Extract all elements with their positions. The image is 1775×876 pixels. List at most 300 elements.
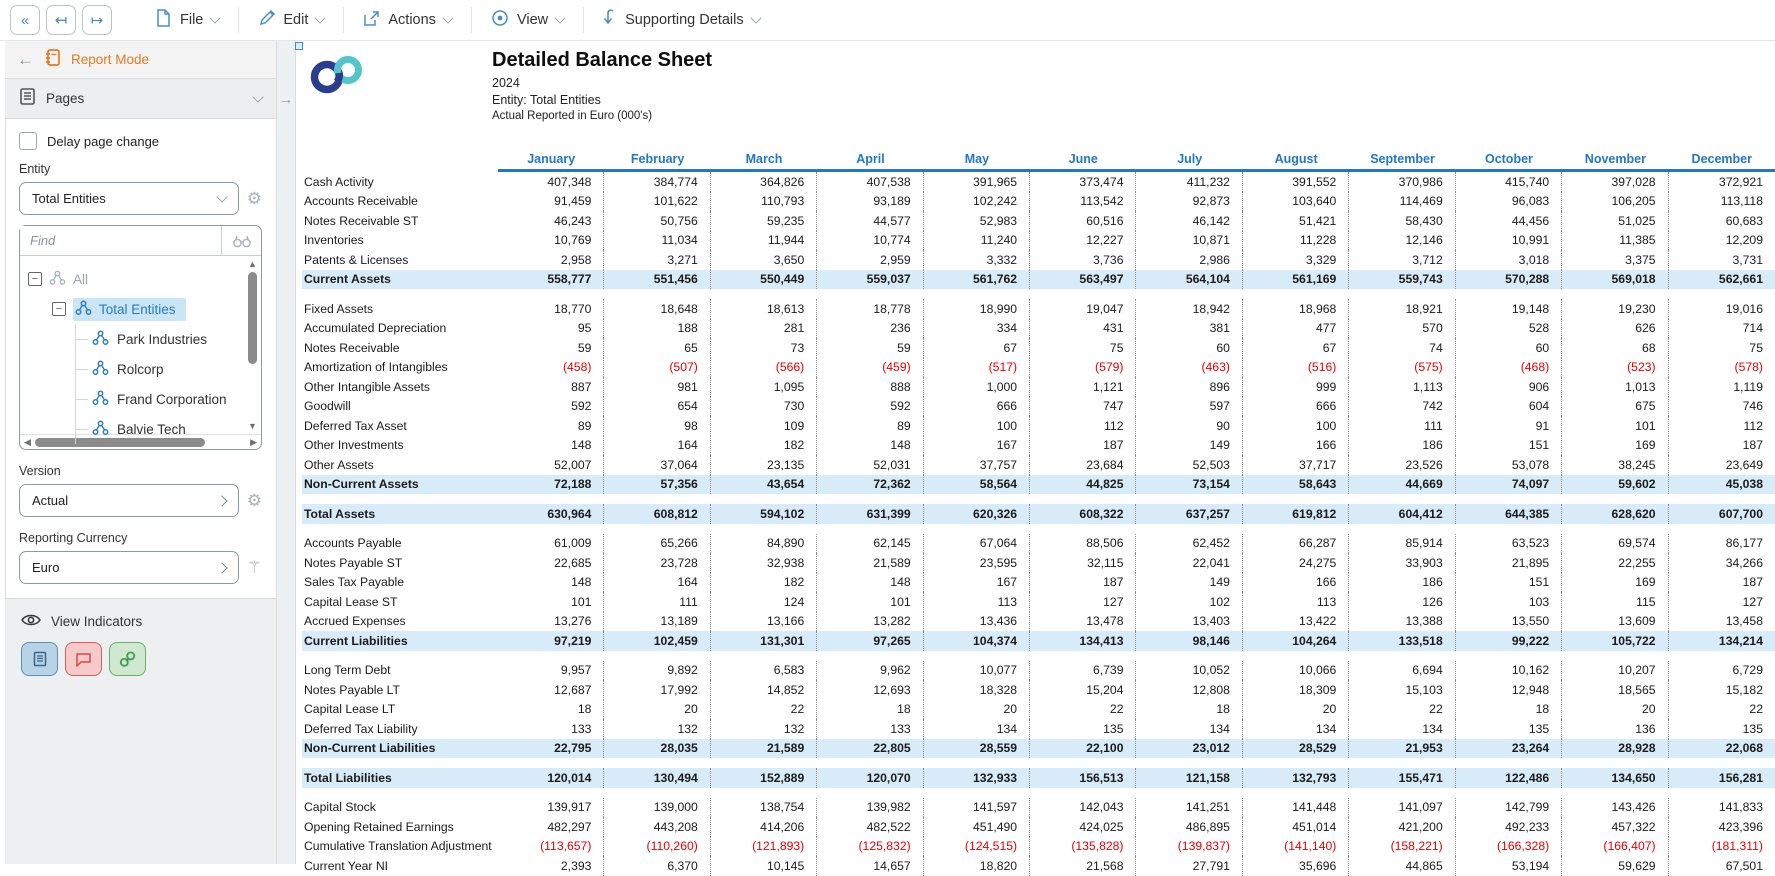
- comment-indicator-button[interactable]: [65, 642, 102, 676]
- value-cell[interactable]: 101,622: [604, 192, 710, 212]
- value-cell[interactable]: 12,808: [1136, 680, 1242, 700]
- value-cell[interactable]: 564,104: [1136, 270, 1242, 290]
- value-cell[interactable]: 52,983: [924, 211, 1030, 231]
- value-cell[interactable]: 414,206: [711, 817, 817, 837]
- view-menu[interactable]: [472, 9, 583, 31]
- row-label[interactable]: Other Intangible Assets: [304, 379, 431, 394]
- value-cell[interactable]: 23,649: [1725, 457, 1763, 472]
- value-cell[interactable]: 666: [924, 397, 1030, 417]
- tree-item-child[interactable]: [76, 354, 261, 384]
- value-cell[interactable]: 148: [498, 573, 604, 593]
- value-cell[interactable]: 22,685: [498, 553, 604, 573]
- value-cell[interactable]: 887: [498, 377, 604, 397]
- collapse-expander-icon[interactable]: −: [52, 302, 66, 316]
- value-cell[interactable]: 3,329: [1243, 250, 1349, 270]
- value-cell[interactable]: 236: [817, 319, 923, 339]
- value-cell[interactable]: (125,832): [817, 837, 923, 857]
- value-cell[interactable]: 151: [1456, 573, 1562, 593]
- value-cell[interactable]: 148: [817, 573, 923, 593]
- value-cell[interactable]: 23,684: [1030, 455, 1136, 475]
- value-cell[interactable]: 281: [711, 319, 817, 339]
- value-cell[interactable]: 134: [1136, 719, 1242, 739]
- value-cell[interactable]: 592: [498, 397, 604, 417]
- row-label[interactable]: Notes Receivable: [304, 340, 400, 355]
- scroll-left-icon[interactable]: ◀: [24, 436, 31, 447]
- value-cell[interactable]: 12,693: [817, 680, 923, 700]
- value-cell[interactable]: 149: [1136, 573, 1242, 593]
- value-cell[interactable]: 19,016: [1725, 301, 1763, 316]
- value-cell[interactable]: 15,204: [1030, 680, 1136, 700]
- value-cell[interactable]: 167: [924, 573, 1030, 593]
- row-label[interactable]: Goodwill: [304, 399, 351, 414]
- value-cell[interactable]: 58,643: [1243, 475, 1349, 495]
- value-cell[interactable]: 182: [711, 573, 817, 593]
- value-cell[interactable]: 1,095: [711, 377, 817, 397]
- value-cell[interactable]: (181,311): [1711, 839, 1763, 854]
- value-cell[interactable]: 111: [604, 592, 710, 612]
- value-cell[interactable]: 72,188: [498, 475, 604, 495]
- value-cell[interactable]: 492,233: [1456, 817, 1562, 837]
- value-cell[interactable]: 381: [1136, 319, 1242, 339]
- value-cell[interactable]: 113: [924, 592, 1030, 612]
- value-cell[interactable]: (468): [1456, 358, 1562, 378]
- value-cell[interactable]: 89: [498, 416, 604, 436]
- value-cell[interactable]: 59,602: [1562, 475, 1668, 495]
- row-label[interactable]: Current Liabilities: [304, 633, 408, 648]
- value-cell[interactable]: 142,799: [1456, 798, 1562, 818]
- value-cell[interactable]: 148: [498, 436, 604, 456]
- value-cell[interactable]: 37,717: [1243, 455, 1349, 475]
- value-cell[interactable]: (124,515): [924, 837, 1030, 857]
- value-cell[interactable]: 60: [1136, 338, 1242, 358]
- supporting-details-menu[interactable]: [584, 9, 779, 31]
- value-cell[interactable]: 3,736: [1030, 250, 1136, 270]
- row-label[interactable]: Notes Payable ST: [304, 555, 403, 570]
- value-cell[interactable]: 457,322: [1562, 817, 1668, 837]
- find-input[interactable]: [20, 226, 221, 255]
- value-cell[interactable]: 373,474: [1030, 172, 1136, 192]
- value-cell[interactable]: 186: [1349, 573, 1455, 593]
- value-cell[interactable]: 115: [1562, 592, 1668, 612]
- value-cell[interactable]: (166,407): [1562, 837, 1668, 857]
- value-cell[interactable]: 18,921: [1349, 299, 1455, 319]
- value-cell[interactable]: 561,762: [924, 270, 1030, 290]
- value-cell[interactable]: 12,209: [1725, 233, 1763, 248]
- value-cell[interactable]: 22: [1030, 700, 1136, 720]
- value-cell[interactable]: 561,169: [1243, 270, 1349, 290]
- value-cell[interactable]: 67,064: [924, 534, 1030, 554]
- value-cell[interactable]: 148: [817, 436, 923, 456]
- value-cell[interactable]: 6,694: [1349, 661, 1455, 681]
- value-cell[interactable]: 13,436: [924, 612, 1030, 632]
- value-cell[interactable]: 62,145: [817, 534, 923, 554]
- scroll-right-icon[interactable]: ▶: [250, 436, 257, 447]
- value-cell[interactable]: (141,140): [1243, 837, 1349, 857]
- value-cell[interactable]: 22,041: [1136, 553, 1242, 573]
- value-cell[interactable]: 112: [1743, 418, 1763, 433]
- value-cell[interactable]: 18: [498, 700, 604, 720]
- value-cell[interactable]: 46,243: [498, 211, 604, 231]
- value-cell[interactable]: 58,564: [924, 475, 1030, 495]
- value-cell[interactable]: 10,871: [1136, 231, 1242, 251]
- value-cell[interactable]: 59,629: [1562, 856, 1668, 876]
- value-cell[interactable]: 594,102: [711, 504, 817, 524]
- row-label[interactable]: Deferred Tax Liability: [304, 721, 418, 736]
- value-cell[interactable]: 13,609: [1562, 612, 1668, 632]
- value-cell[interactable]: 141,448: [1243, 798, 1349, 818]
- value-cell[interactable]: 124: [711, 592, 817, 612]
- value-cell[interactable]: 32,115: [1030, 553, 1136, 573]
- value-cell[interactable]: 86,177: [1725, 536, 1763, 551]
- value-cell[interactable]: 620,326: [924, 504, 1030, 524]
- value-cell[interactable]: 151: [1456, 436, 1562, 456]
- value-cell[interactable]: 136: [1562, 719, 1668, 739]
- value-cell[interactable]: 44,825: [1030, 475, 1136, 495]
- value-cell[interactable]: 95: [498, 319, 604, 339]
- value-cell[interactable]: 18,778: [817, 299, 923, 319]
- value-cell[interactable]: 747: [1030, 397, 1136, 417]
- value-cell[interactable]: 91: [1456, 416, 1562, 436]
- value-cell[interactable]: 24,275: [1243, 553, 1349, 573]
- value-cell[interactable]: 10,162: [1456, 661, 1562, 681]
- value-cell[interactable]: 604: [1456, 397, 1562, 417]
- value-cell[interactable]: 742: [1349, 397, 1455, 417]
- value-cell[interactable]: 33,903: [1349, 553, 1455, 573]
- month-column-header[interactable]: November: [1562, 152, 1668, 172]
- tree-item-child[interactable]: [76, 384, 261, 414]
- value-cell[interactable]: 65: [604, 338, 710, 358]
- value-cell[interactable]: 18,968: [1243, 299, 1349, 319]
- value-cell[interactable]: 166: [1243, 436, 1349, 456]
- value-cell[interactable]: 89: [817, 416, 923, 436]
- tree-item-child[interactable]: [76, 324, 261, 354]
- row-label[interactable]: Cumulative Translation Adjustment: [304, 839, 492, 854]
- value-cell[interactable]: 22: [1749, 702, 1763, 717]
- value-cell[interactable]: 60: [1456, 338, 1562, 358]
- value-cell[interactable]: 156,281: [1718, 770, 1763, 785]
- value-cell[interactable]: 52,031: [817, 455, 923, 475]
- value-cell[interactable]: (523): [1562, 358, 1668, 378]
- month-column-header[interactable]: April: [817, 152, 923, 172]
- value-cell[interactable]: 397,028: [1562, 172, 1668, 192]
- value-cell[interactable]: 20: [1562, 700, 1668, 720]
- value-cell[interactable]: 60,683: [1725, 213, 1763, 228]
- value-cell[interactable]: 11,240: [924, 231, 1030, 251]
- value-cell[interactable]: 13,458: [1725, 614, 1763, 629]
- value-cell[interactable]: 644,385: [1456, 504, 1562, 524]
- value-cell[interactable]: 127: [1742, 594, 1763, 609]
- value-cell[interactable]: 68: [1562, 338, 1668, 358]
- value-cell[interactable]: 131,301: [711, 631, 817, 651]
- value-cell[interactable]: 69,574: [1562, 534, 1668, 554]
- value-cell[interactable]: 21,568: [1030, 856, 1136, 876]
- value-cell[interactable]: 592: [817, 397, 923, 417]
- value-cell[interactable]: 59: [817, 338, 923, 358]
- value-cell[interactable]: 18: [1136, 700, 1242, 720]
- value-cell[interactable]: 67,501: [1725, 858, 1763, 873]
- value-cell[interactable]: 20: [604, 700, 710, 720]
- version-dropdown[interactable]: [19, 484, 239, 517]
- value-cell[interactable]: 138,754: [711, 798, 817, 818]
- value-cell[interactable]: 61,009: [498, 534, 604, 554]
- value-cell[interactable]: 10,066: [1243, 661, 1349, 681]
- row-label[interactable]: Current Assets: [304, 272, 391, 287]
- value-cell[interactable]: 74,097: [1456, 475, 1562, 495]
- value-cell[interactable]: 85,914: [1349, 534, 1455, 554]
- value-cell[interactable]: (158,221): [1349, 837, 1455, 857]
- value-cell[interactable]: 19,047: [1030, 299, 1136, 319]
- value-cell[interactable]: 384,774: [604, 172, 710, 192]
- value-cell[interactable]: (110,260): [604, 837, 710, 857]
- value-cell[interactable]: 134,214: [1718, 633, 1763, 648]
- value-cell[interactable]: 1,000: [924, 377, 1030, 397]
- value-cell[interactable]: 13,478: [1030, 612, 1136, 632]
- row-label[interactable]: Opening Retained Earnings: [304, 819, 454, 834]
- value-cell[interactable]: 44,865: [1349, 856, 1455, 876]
- value-cell[interactable]: 166: [1243, 573, 1349, 593]
- value-cell[interactable]: 486,895: [1136, 817, 1242, 837]
- value-cell[interactable]: 132: [604, 719, 710, 739]
- value-cell[interactable]: 6,583: [711, 661, 817, 681]
- value-cell[interactable]: 9,962: [817, 661, 923, 681]
- file-menu[interactable]: [136, 9, 238, 31]
- value-cell[interactable]: 23,526: [1349, 455, 1455, 475]
- value-cell[interactable]: 98: [604, 416, 710, 436]
- value-cell[interactable]: 93,189: [817, 192, 923, 212]
- document-indicator-button[interactable]: [21, 642, 58, 676]
- value-cell[interactable]: 608,322: [1030, 504, 1136, 524]
- value-cell[interactable]: 88,506: [1030, 534, 1136, 554]
- value-cell[interactable]: 10,207: [1562, 661, 1668, 681]
- value-cell[interactable]: 1,013: [1562, 377, 1668, 397]
- tree-item-all[interactable]: [28, 264, 261, 294]
- value-cell[interactable]: 110,793: [711, 192, 817, 212]
- value-cell[interactable]: 3,271: [604, 250, 710, 270]
- value-cell[interactable]: (579): [1030, 358, 1136, 378]
- value-cell[interactable]: 134: [924, 719, 1030, 739]
- value-cell[interactable]: 135: [1456, 719, 1562, 739]
- value-cell[interactable]: 18: [1456, 700, 1562, 720]
- value-cell[interactable]: (516): [1243, 358, 1349, 378]
- value-cell[interactable]: 113,542: [1030, 192, 1136, 212]
- value-cell[interactable]: 3,712: [1349, 250, 1455, 270]
- value-cell[interactable]: (459): [817, 358, 923, 378]
- value-cell[interactable]: 102,459: [604, 631, 710, 651]
- value-cell[interactable]: 44,669: [1349, 475, 1455, 495]
- value-cell[interactable]: 156,513: [1030, 768, 1136, 788]
- value-cell[interactable]: (463): [1136, 358, 1242, 378]
- value-cell[interactable]: 91,459: [498, 192, 604, 212]
- value-cell[interactable]: 550,449: [711, 270, 817, 290]
- value-cell[interactable]: 1,121: [1030, 377, 1136, 397]
- month-column-header[interactable]: September: [1349, 152, 1455, 172]
- value-cell[interactable]: 23,728: [604, 553, 710, 573]
- value-cell[interactable]: 38,245: [1562, 455, 1668, 475]
- value-cell[interactable]: 134: [1349, 719, 1455, 739]
- value-cell[interactable]: 411,232: [1136, 172, 1242, 192]
- value-cell[interactable]: 164: [604, 573, 710, 593]
- value-cell[interactable]: 12,146: [1349, 231, 1455, 251]
- value-cell[interactable]: 407,348: [498, 172, 604, 192]
- value-cell[interactable]: 18,770: [498, 299, 604, 319]
- value-cell[interactable]: 370,986: [1349, 172, 1455, 192]
- value-cell[interactable]: 364,826: [711, 172, 817, 192]
- month-column-header[interactable]: December: [1669, 152, 1775, 172]
- value-cell[interactable]: 3,332: [924, 250, 1030, 270]
- value-cell[interactable]: 53,194: [1456, 856, 1562, 876]
- row-label[interactable]: Other Investments: [304, 438, 404, 453]
- row-label[interactable]: Notes Payable LT: [304, 682, 400, 697]
- value-cell[interactable]: (139,837): [1136, 837, 1242, 857]
- value-cell[interactable]: 22,100: [1030, 739, 1136, 759]
- value-cell[interactable]: 896: [1136, 377, 1242, 397]
- value-cell[interactable]: 23,012: [1136, 739, 1242, 759]
- value-cell[interactable]: 999: [1243, 377, 1349, 397]
- value-cell[interactable]: 139,982: [817, 798, 923, 818]
- value-cell[interactable]: 431: [1030, 319, 1136, 339]
- value-cell[interactable]: 65,266: [604, 534, 710, 554]
- row-label[interactable]: Current Year NI: [304, 858, 389, 873]
- row-label[interactable]: Sales Tax Payable: [304, 575, 405, 590]
- value-cell[interactable]: 46,142: [1136, 211, 1242, 231]
- entity-dropdown[interactable]: [19, 182, 239, 215]
- value-cell[interactable]: 443,208: [604, 817, 710, 837]
- value-cell[interactable]: (566): [711, 358, 817, 378]
- value-cell[interactable]: 90: [1136, 416, 1242, 436]
- value-cell[interactable]: 134,650: [1562, 768, 1668, 788]
- value-cell[interactable]: 37,064: [604, 455, 710, 475]
- value-cell[interactable]: 96,083: [1456, 192, 1562, 212]
- scroll-down-icon[interactable]: ▼: [248, 421, 257, 431]
- value-cell[interactable]: 11,385: [1562, 231, 1668, 251]
- value-cell[interactable]: 630,964: [498, 504, 604, 524]
- value-cell[interactable]: 98,146: [1136, 631, 1242, 651]
- value-cell[interactable]: 142,043: [1030, 798, 1136, 818]
- value-cell[interactable]: 17,992: [604, 680, 710, 700]
- value-cell[interactable]: 746: [1742, 399, 1763, 414]
- month-column-header[interactable]: July: [1136, 152, 1242, 172]
- value-cell[interactable]: 113,118: [1720, 194, 1763, 209]
- value-cell[interactable]: 104,374: [924, 631, 1030, 651]
- value-cell[interactable]: 186: [1349, 436, 1455, 456]
- value-cell[interactable]: 75: [1749, 340, 1763, 355]
- value-cell[interactable]: 13,388: [1349, 612, 1455, 632]
- value-cell[interactable]: 3,018: [1456, 250, 1562, 270]
- row-label[interactable]: Fixed Assets: [304, 301, 374, 316]
- value-cell[interactable]: 608,812: [604, 504, 710, 524]
- value-cell[interactable]: 187: [1030, 573, 1136, 593]
- value-cell[interactable]: 13,422: [1243, 612, 1349, 632]
- value-cell[interactable]: 482,297: [498, 817, 604, 837]
- value-cell[interactable]: 2,958: [498, 250, 604, 270]
- value-cell[interactable]: 52,007: [498, 455, 604, 475]
- value-cell[interactable]: 13,166: [711, 612, 817, 632]
- value-cell[interactable]: 607,700: [1718, 506, 1763, 521]
- value-cell[interactable]: 27,791: [1136, 856, 1242, 876]
- scrollbar-thumb[interactable]: [248, 272, 257, 364]
- pages-section-header[interactable]: [5, 79, 276, 119]
- value-cell[interactable]: 23,595: [924, 553, 1030, 573]
- value-cell[interactable]: 570,288: [1456, 270, 1562, 290]
- value-cell[interactable]: 97,219: [498, 631, 604, 651]
- value-cell[interactable]: 13,189: [604, 612, 710, 632]
- value-cell[interactable]: 141,251: [1136, 798, 1242, 818]
- value-cell[interactable]: 19,148: [1456, 299, 1562, 319]
- value-cell[interactable]: 666: [1243, 397, 1349, 417]
- value-cell[interactable]: 43,654: [711, 475, 817, 495]
- value-cell[interactable]: 155,471: [1349, 768, 1455, 788]
- row-label[interactable]: Notes Receivable ST: [304, 213, 419, 228]
- edit-menu[interactable]: [239, 10, 343, 31]
- value-cell[interactable]: 13,276: [498, 612, 604, 632]
- value-cell[interactable]: 28,928: [1562, 739, 1668, 759]
- row-label[interactable]: Cash Activity: [304, 174, 374, 189]
- first-page-button[interactable]: [46, 5, 76, 35]
- value-cell[interactable]: 103: [1456, 592, 1562, 612]
- value-cell[interactable]: 132,793: [1243, 768, 1349, 788]
- value-cell[interactable]: 551,456: [604, 270, 710, 290]
- value-cell[interactable]: 101: [817, 592, 923, 612]
- value-cell[interactable]: 10,145: [711, 856, 817, 876]
- value-cell[interactable]: 619,812: [1243, 504, 1349, 524]
- value-cell[interactable]: 100: [1243, 416, 1349, 436]
- row-label[interactable]: Other Assets: [304, 457, 374, 472]
- value-cell[interactable]: 63,523: [1456, 534, 1562, 554]
- value-cell[interactable]: 13,550: [1456, 612, 1562, 632]
- month-column-header[interactable]: January: [498, 152, 604, 172]
- value-cell[interactable]: 51,025: [1562, 211, 1668, 231]
- entity-settings-gear-icon[interactable]: ⚙: [246, 189, 262, 208]
- value-cell[interactable]: 99,222: [1456, 631, 1562, 651]
- tree-item-total-entities[interactable]: [52, 294, 261, 324]
- value-cell[interactable]: 104,264: [1243, 631, 1349, 651]
- scroll-up-icon[interactable]: ▲: [248, 259, 257, 269]
- value-cell[interactable]: 423,396: [1718, 819, 1763, 834]
- value-cell[interactable]: 18,565: [1562, 680, 1668, 700]
- value-cell[interactable]: 2,959: [817, 250, 923, 270]
- value-cell[interactable]: 12,687: [498, 680, 604, 700]
- value-cell[interactable]: 75: [1030, 338, 1136, 358]
- value-cell[interactable]: 67: [924, 338, 1030, 358]
- value-cell[interactable]: 18,990: [924, 299, 1030, 319]
- value-cell[interactable]: 15,182: [1725, 682, 1763, 697]
- currency-dropdown[interactable]: [19, 551, 239, 584]
- value-cell[interactable]: 3,731: [1732, 252, 1763, 267]
- value-cell[interactable]: 73: [711, 338, 817, 358]
- value-cell[interactable]: 97,265: [817, 631, 923, 651]
- version-settings-gear-icon[interactable]: ⚙: [246, 491, 262, 510]
- value-cell[interactable]: 675: [1562, 397, 1668, 417]
- tree-item-child[interactable]: [76, 414, 261, 444]
- month-column-header[interactable]: August: [1243, 152, 1349, 172]
- value-cell[interactable]: 415,740: [1456, 172, 1562, 192]
- value-cell[interactable]: 103,640: [1243, 192, 1349, 212]
- row-label[interactable]: Total Assets: [304, 506, 376, 521]
- value-cell[interactable]: 22,805: [817, 739, 923, 759]
- value-cell[interactable]: 112: [1030, 416, 1136, 436]
- row-label[interactable]: Non-Current Liabilities: [304, 741, 436, 756]
- value-cell[interactable]: 92,873: [1136, 192, 1242, 212]
- value-cell[interactable]: 424,025: [1030, 817, 1136, 837]
- value-cell[interactable]: 135: [1030, 719, 1136, 739]
- value-cell[interactable]: 143,426: [1562, 798, 1668, 818]
- value-cell[interactable]: 21,895: [1456, 553, 1562, 573]
- value-cell[interactable]: 18,648: [604, 299, 710, 319]
- value-cell[interactable]: 14,852: [711, 680, 817, 700]
- value-cell[interactable]: 23,135: [711, 455, 817, 475]
- value-cell[interactable]: 134: [1243, 719, 1349, 739]
- value-cell[interactable]: 13,403: [1136, 612, 1242, 632]
